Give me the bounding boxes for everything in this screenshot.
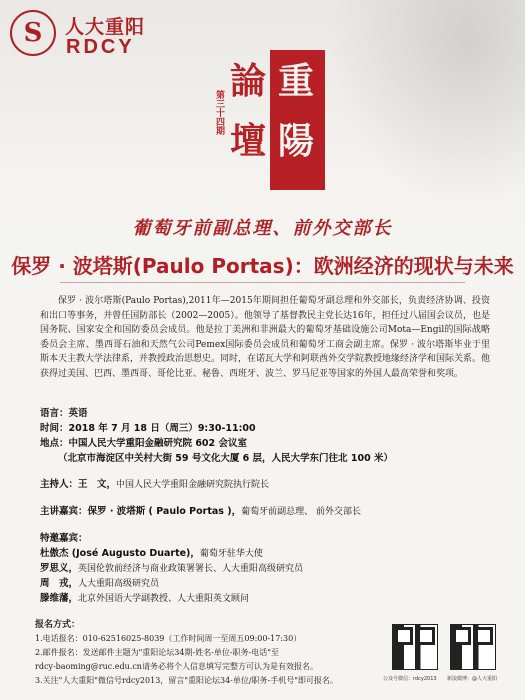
signup-line: 2.邮件报名：发送邮件主题为"重阳论坛34期-姓名-单位-职务-电话"至 <box>35 648 279 657</box>
guest-desc: 葡萄牙驻华大使 <box>199 549 263 559</box>
seal-char: 陽 <box>278 121 315 162</box>
speaker-desc: 葡萄牙前副总理、 前外交部长 <box>241 507 361 517</box>
guest-item <box>40 560 303 574</box>
signup-line: 1.电话报名：010-62516025-8039（工作时间周一至周五09:00-17:30） <box>35 634 302 643</box>
guest-name: 罗思义， <box>40 563 79 574</box>
speaker-title: 葡萄牙前副总理、前外交部长 <box>132 218 393 239</box>
seal-char: 壇 <box>230 121 267 162</box>
time-label: 时间： <box>40 423 69 434</box>
place-value: 中国人民大学重阳金融研究院 602 会议室 <box>68 438 247 449</box>
language-label: 语言： <box>40 408 69 419</box>
lecture-title: 保罗 · 波塔斯(Paulo Portas)：欧洲经济的现状与未来 <box>11 254 514 278</box>
language-row <box>40 405 88 419</box>
guest-desc: 人大重阳高级研究员 <box>78 579 160 589</box>
signup-line: 3.关注"人大重阳"微信号rdcy2013，留言"重阳论坛34-单位/职务-手机号"即可报名。 <box>35 676 338 685</box>
guest-name: 杜傲杰 (José Augusto Duarte)， <box>40 548 200 559</box>
rdcy-logo-mark: S <box>10 10 56 56</box>
guests-heading <box>40 530 88 544</box>
guest-name: 周 戎， <box>40 578 79 589</box>
guest-item <box>40 575 159 589</box>
wechat-qr-caption: 公众号微信：rdcy2013 <box>383 676 437 682</box>
guest-desc: 北京外国语大学副教授、人大重阳英文顾问 <box>78 594 250 604</box>
wechat-qr-code[interactable] <box>392 624 438 670</box>
divider <box>60 282 465 283</box>
speaker-row <box>40 503 361 517</box>
seal-char: 重 <box>278 61 315 102</box>
speaker-name: 保罗 · 波塔斯 ( Paulo Portas )， <box>87 506 242 517</box>
signup-title: 报名方式： <box>35 620 81 630</box>
seal-char: 論 <box>230 61 267 102</box>
guest-desc: 英国伦敦前经济与商业政策署署长、人大重阳高级研究员 <box>78 564 304 574</box>
signup-line: rdcy-baoming@ruc.edu.cn请务必将个人信息填写完整方可认为是有效报名。 <box>35 662 318 671</box>
time-row <box>40 420 256 434</box>
place-row <box>40 435 247 449</box>
host-name: 王 文， <box>78 479 117 490</box>
rdcy-logo-en: RDCY <box>66 36 135 58</box>
forum-seal <box>200 50 325 190</box>
address-row <box>58 450 393 464</box>
host-row <box>40 476 269 490</box>
rdcy-logo-cn: 人大重阳 <box>65 16 146 38</box>
language-value: 英语 <box>68 408 88 419</box>
place-label: 地点： <box>40 438 69 449</box>
signup-section <box>35 618 380 688</box>
host-label: 主持人： <box>40 479 79 490</box>
guest-item <box>40 590 249 604</box>
weibo-qr-code[interactable] <box>450 624 496 670</box>
seal-issue-number: 第三十四期 <box>214 90 224 135</box>
weibo-qr-caption: 新浪微博：@人大重阳 <box>447 676 498 682</box>
guest-name: 滕维藩， <box>40 593 79 604</box>
ink-mountain-decoration <box>330 0 525 210</box>
rdcy-logo <box>10 6 180 66</box>
speaker-label: 主讲嘉宾： <box>40 506 88 517</box>
guests-label: 特邀嘉宾： <box>40 533 88 544</box>
host-desc: 中国人民大学重阳金融研究院执行院长 <box>116 480 270 490</box>
speaker-bio: 保罗 · 波尔塔斯(Paulo Portas),2011年—2015年期间担任葡萄牙副总理和外交部长，负责经济协调、投资和出口等事务，并曾任国防部长（2002—2005）。他领导了基督教民主党长达16年，担任过八届国会议员，也是国务院、国家安全和国防委员会成员。他是拉丁美洲和非洲最大的葡萄牙基础设施公司Mota—Engil的国际战略委员会主席、墨西哥石油和天然气公司Pemex国际委员会成员和葡萄牙工商会副主席。保罗 · 波尔塔斯毕业于里斯本天主教大学法律系，并教授政治思想史。同时，在诺瓦大学和阿联酋外交学院教授地缘经济学和国际关系。他获得过美国、巴西、墨西哥、哥伦比亚、秘鲁、西班牙、波兰、罗马尼亚等国家的外国人最高荣誉和奖项。 <box>40 296 491 379</box>
address-value: （北京市海淀区中关村大街 59 号文化大厦 6 层，人民大学东门往北 100 米） <box>58 453 394 464</box>
guest-item <box>40 545 263 559</box>
time-value: 2018 年 7 月 18 日（周三）9:30-11:00 <box>68 423 256 434</box>
